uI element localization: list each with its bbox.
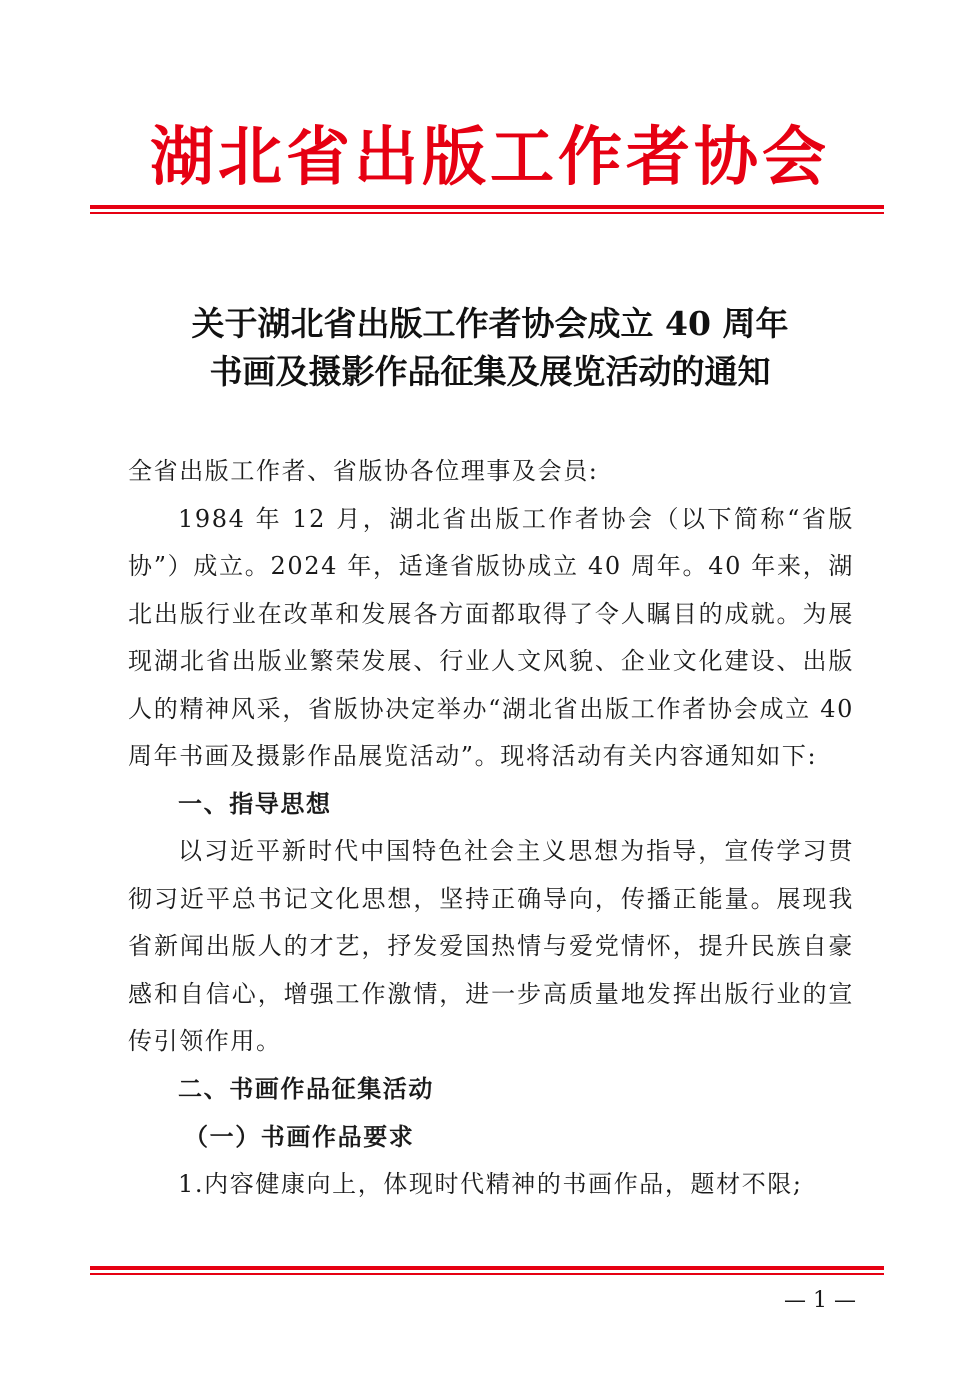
header-rule-thin [90, 212, 884, 214]
header-rule-thick [90, 205, 884, 209]
title-line-1: 关于湖北省出版工作者协会成立 40 周年 [191, 304, 789, 343]
page-number: — 1 — [784, 1288, 856, 1313]
section-2-heading: 二、书画作品征集活动 [178, 1074, 434, 1103]
section-1-paragraph: 以习近平新时代中国特色社会主义思想为指导，宣传学习贯彻习近平总书记文化思想，坚持正确导向，传播正能量。展现我省新闻出版人的才艺，抒发爱国热情与爱党情怀，提升民族自豪感和自信心，增强工作激情，进一步高质量地发挥出版行业的宣传引领作用。 [128, 837, 854, 1055]
intro-paragraph: 1984 年 12 月，湖北省出版工作者协会（以下简称“省版协”）成立。2024 年，适逢省版协成立 40 周年。40 年来，湖北出版行业在改革和发展各方面都取得了令人瞩目的成就。为展现湖北省出版业繁荣发展、行业人文风貌、企业文化建设、出版人的精神风采，省版协决定举办“湖北省出版工作者协会成立 40 周年书画及摄影作品展览活动”。现将活动有关内容通知如下: [128, 504, 854, 770]
document-title [90, 300, 890, 396]
title-line-2: 书画及摄影作品征集及展览活动的通知 [209, 352, 771, 391]
footer-rule-thin [90, 1273, 884, 1275]
section-1-heading: 一、指导思想 [178, 789, 332, 818]
salutation: 全省出版工作者、省版协各位理事及会员: [128, 457, 599, 485]
subsection-1-heading: （一）书画作品要求 [184, 1122, 415, 1151]
document-body [128, 448, 854, 1208]
org-header: 湖北省出版工作者协会 [150, 120, 830, 195]
list-item: 1.内容健康向上，体现时代精神的书画作品，题材不限; [178, 1169, 803, 1198]
footer-rule-thick [90, 1266, 884, 1270]
